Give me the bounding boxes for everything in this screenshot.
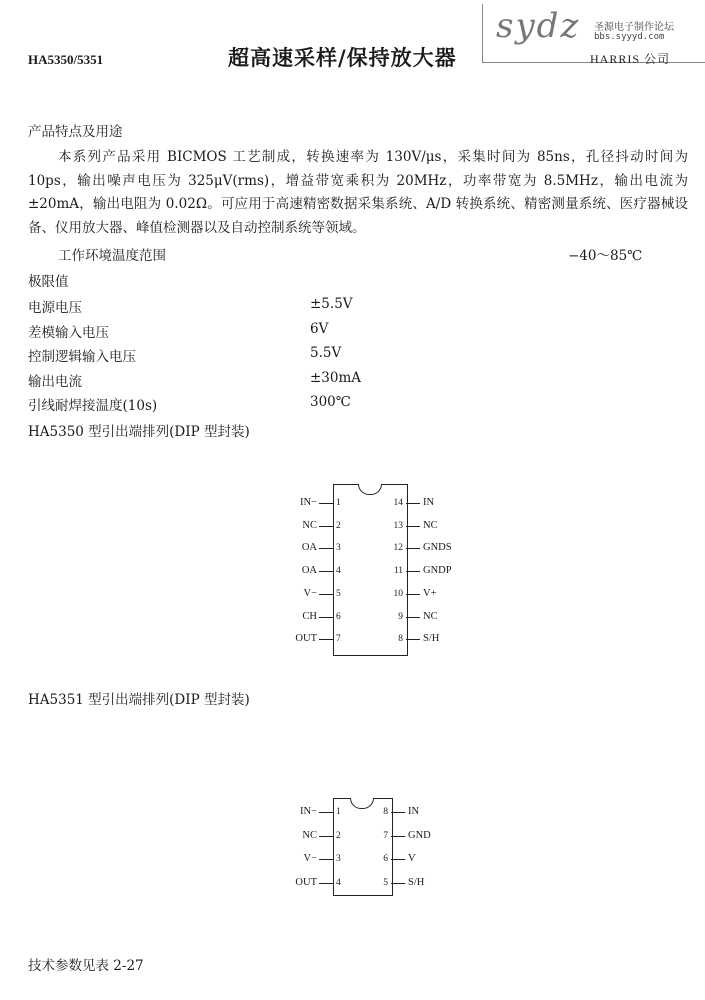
pin-lead [319,617,333,618]
pin-lead [319,571,333,572]
pin-number-left: 5 [336,588,341,599]
limit-label: 输出电流 [28,373,82,390]
pin-lead [391,812,405,813]
pin-lead [391,859,405,860]
pin-lead [319,548,333,549]
pin-lead [406,639,420,640]
pin-number-left: 3 [336,854,341,864]
pin-name-left: NC [302,829,317,841]
pin-lead [319,503,333,504]
footer-note: 技术参数见表 2-27 [28,958,144,974]
pin-lead [406,526,420,527]
watermark-logo: sydz [496,6,581,46]
pin-lead [391,836,405,837]
pin-number-left: 2 [336,520,341,531]
limit-value: 300℃ [310,394,351,410]
pin-name-left: OA [301,542,317,554]
features-paragraph [28,146,688,240]
limit-value: 5.5V [310,345,342,361]
pin-lead [406,548,420,549]
limit-label: 差模输入电压 [28,324,109,341]
limit-label: 引线耐焊接温度(10s) [28,398,158,414]
pin-number-right: 6 [383,854,388,864]
ha5351-caption: HA5351 型引出端排列(DIP 型封装) [28,692,250,708]
temp-label: 工作环境温度范围 [58,248,166,264]
pin-name-right: GNDS [423,542,452,554]
pin-lead [319,812,333,813]
temp-value: −40～85℃ [568,248,643,264]
pin-lead [406,503,420,504]
limit-value: ±30mA [310,369,362,386]
pin-name-left: IN− [299,497,317,508]
ha5350-caption: HA5350 型引出端排列(DIP 型封装) [28,424,250,440]
pin-name-right: IN [423,497,435,508]
limit-label: 电源电压 [28,300,82,316]
pin-lead [391,883,405,884]
pin-lead [406,571,420,572]
pin-name-left: CH [302,610,317,622]
pin-name-right: NC [423,519,438,531]
pin-number-right: 11 [393,566,403,577]
pin-lead [406,594,420,595]
pin-lead [406,617,420,618]
pin-name-right: V+ [423,587,437,599]
pin-lead [319,859,333,860]
pin-name-left: V− [303,853,317,864]
pin-number-left: 7 [336,634,341,645]
pin-number-left: 4 [336,877,341,888]
limit-label: 控制逻辑输入电压 [28,349,136,365]
pin-lead [319,883,333,884]
page-title: 超高速采样/保持放大器 [228,45,457,70]
pin-name-right: GNDP [423,565,452,577]
limits-heading: 极限值 [28,274,69,290]
pin-lead [319,639,333,640]
pin-name-left: IN− [299,806,317,817]
pin-number-right: 8 [398,634,403,645]
pin-number-right: 10 [393,588,403,599]
model-number: HA5350/5351 [28,52,104,67]
pin-number-right: 9 [398,611,403,622]
pin-name-right: V [408,853,416,864]
pin-number-right: 13 [393,520,403,531]
pin-name-left: V− [303,587,317,599]
pin-number-left: 6 [336,611,341,622]
limit-value: ±5.5V [310,296,353,312]
pin-name-right: S/H [423,633,440,645]
pin-number-right: 12 [393,543,403,554]
watermark-site: 圣源电子制作论坛 [594,22,674,33]
pin-lead [319,836,333,837]
pin-name-right: S/H [408,876,425,888]
features-heading: 产品特点及用途 [28,124,123,140]
pin-name-right: IN [408,806,420,817]
pin-name-right: GND [408,829,431,841]
pin-number-left: 4 [336,566,341,577]
pin-number-right: 5 [383,877,388,888]
limit-value: 6V [310,320,329,337]
pin-number-right: 14 [393,498,403,508]
watermark-url: bbs.syyyd.com [594,32,665,42]
features-text: 本系列产品采用 BICMOS 工艺制成，转换速率为 130V/μs，采集时间为 85ns，孔径抖动时间为 10ps，输出噪声电压为 325μV(rms)，增益带宽乘积为 20MHz，功率带宽为 8.5MHz，输出电流为±20mA，输出电阻为 0.02Ω。可应用于高速精密数据采集系统、A/D 转换系统、精密测量系统、医疗器械设备、仪用放大器、峰值检测器以及自动控制系统等领域。 [28,149,688,236]
pin-number-left: 1 [336,498,341,508]
pin-name-left: OUT [295,876,317,888]
pin-number-left: 1 [336,807,341,817]
pin-lead [319,526,333,527]
pin-name-left: OA [301,565,317,577]
pin-name-left: OUT [295,633,317,645]
pin-number-left: 2 [336,830,341,841]
company-name: HARRIS 公司 [590,52,671,66]
pin-name-left: NC [302,519,317,531]
pin-number-right: 8 [383,807,388,817]
pin-lead [319,594,333,595]
pin-name-right: NC [423,610,438,622]
pin-number-right: 7 [383,830,388,841]
pin-number-left: 3 [336,543,341,554]
